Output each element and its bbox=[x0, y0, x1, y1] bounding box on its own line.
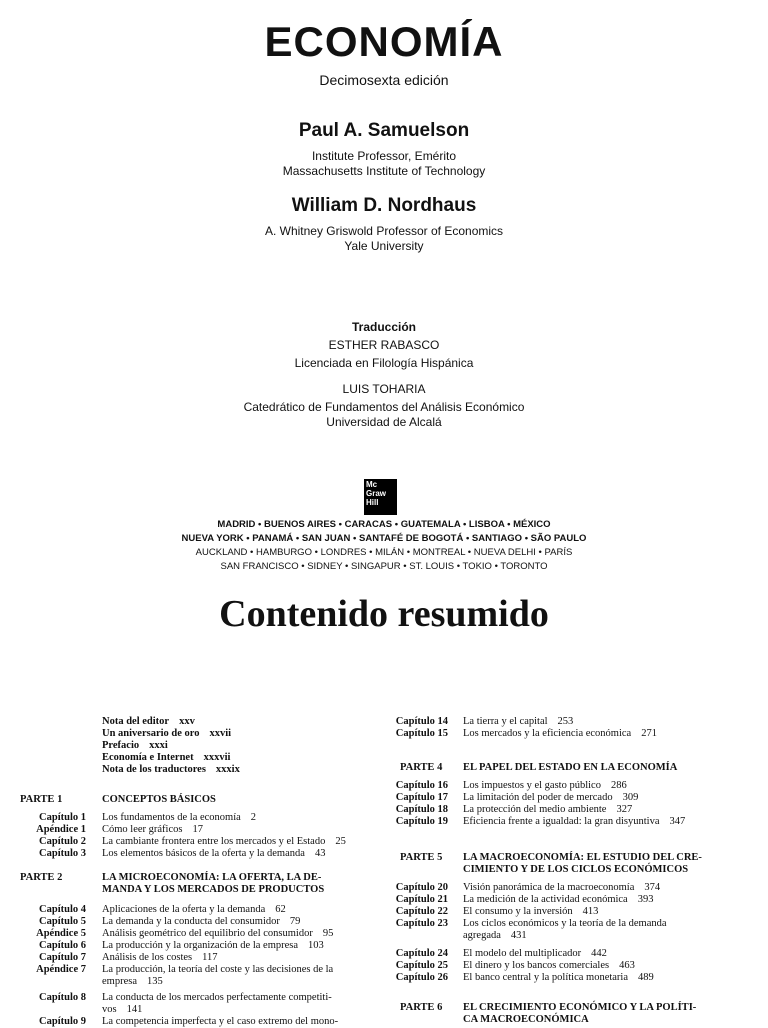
logo-line: Hill bbox=[366, 498, 379, 507]
translator-1-desc: Licenciada en Filología Hispánica bbox=[294, 356, 474, 370]
translation-label: Traducción bbox=[351, 320, 416, 334]
translator-2-desc: Catedrático de Fundamentos del Análisis Económico bbox=[243, 400, 525, 414]
author-1-name: Paul A. Samuelson bbox=[298, 120, 470, 141]
logo-line: Graw bbox=[366, 489, 387, 498]
author-1-institution: Massachusetts Institute of Technology bbox=[282, 164, 486, 178]
cities-line-1: MADRID • BUENOS AIRES • CARACAS • GUATEMALA • LISBOA • MÉXICO bbox=[217, 519, 551, 530]
toc-front-item: Nota de los traductores xxxix bbox=[102, 764, 240, 775]
cities-line-4: SAN FRANCISCO • SIDNEY • SINGAPUR • ST. LOUIS • TOKIO • TORONTO bbox=[220, 561, 548, 572]
author-2-name: William D. Nordhaus bbox=[291, 195, 477, 216]
publisher-logo bbox=[364, 479, 397, 515]
translator-1-name: ESTHER RABASCO bbox=[328, 338, 440, 352]
edition: Decimosexta edición bbox=[319, 72, 449, 88]
author-2-institution: Yale University bbox=[344, 239, 424, 253]
book-title: ECONOMÍA bbox=[264, 18, 504, 65]
contents-title: Contenido resumido bbox=[219, 593, 549, 635]
author-1-affiliation: Institute Professor, Emérito bbox=[311, 149, 457, 163]
cities-line-3: AUCKLAND • HAMBURGO • LONDRES • MILÁN • MONTREAL • NUEVA DELHI • PARÍS bbox=[195, 547, 573, 558]
cities-line-2: NUEVA YORK • PANAMÁ • SAN JUAN • SANTAFÉ DE BOGOTÁ • SANTIAGO • SÃO PAULO bbox=[181, 533, 587, 544]
author-2-affiliation: A. Whitney Griswold Professor of Economics bbox=[264, 224, 504, 238]
translator-2-name: LUIS TOHARIA bbox=[342, 382, 426, 396]
logo-line: Mc bbox=[366, 480, 378, 489]
toc-front-item: Economía e Internet xxxvii bbox=[102, 752, 231, 763]
toc-front-item: Un aniversario de oro xxvii bbox=[102, 728, 232, 739]
translator-2-institution: Universidad de Alcalá bbox=[326, 415, 442, 429]
toc-right-column: Capítulo 14 La tierra y el capital 253 Capítulo 15 Los mercados y la eficiencia económica 271 PARTE 4 EL PAPEL DEL ESTADO EN LA ECONOMÍA Capítulo 16 Los impuestos y el gasto público 286 Capítulo 17 La limitación del poder de mercado 309 Capítulo 18 La protección del medio ambiente 327 Capítulo 19 Eficiencia frente a igualdad: la gran disyuntiva 347 PARTE 5 LA MACROECONOMÍA: EL ESTUDIO DEL CRE- CIMIENTO Y DE LOS CICLOS ECONÓMICOS Capítulo 20 Visión panorámica de la macroeconomía 374 Capítulo 21 La medición de la actividad económica 393 Capítulo 22 El consumo y la inversión 413 Capítulo 23 Los ciclos económicos y la teoría de la demanda agregada 431 Capítulo 24 El modelo del multiplicador 442 Capítulo 25 El dinero y los bancos comerciales 463 Capítulo 26 El banco central y la política monetaria 489 PARTE 6 EL CRECIMIENTO ECONÓMICO Y LA POLÍTI- CA MACROECONÓMICA bbox=[395, 716, 702, 1025]
toc-left-column: Nota del editor xxv Un aniversario de oro xxvii Prefacio xxxi Economía e Internet xxxvii Nota de los traductores xxxix PARTE 1 CONCEPTOS BÁSICOS Capítulo 1 Los fundamentos de la economía 2 Apéndice 1 Cómo leer gráficos 17 Capítulo 2 La cambiante frontera entre los mercados y el Estado 25 Capítulo 3 Los elementos básicos de la oferta y la demanda 43 PARTE 2 LA MICROECONOMÍA: LA OFERTA, LA DE- MANDA Y LOS MERCADOS DE PRODUCTOS Capítulo 4 Aplicaciones de la oferta y la demanda 62 Capítulo 5 La demanda y la conducta del consumidor 79 Apéndice 5 Análisis geométrico del equilibrio del consumidor 95 Capítulo 6 La producción y la organización de la empresa 103 Capítulo 7 Análisis de los costes 117 Apéndice 7 La producción, la teoría del coste y las decisiones de la empresa 135 Capítulo 8 La conducta de los mercados perfectamente competiti- vos 141 Capítulo 9 La competencia imperfecta y el caso extremo del mono- bbox=[20, 716, 346, 1027]
toc-front-item: Nota del editor xxv bbox=[102, 716, 195, 727]
toc-front-item: Prefacio xxxi bbox=[102, 740, 168, 751]
